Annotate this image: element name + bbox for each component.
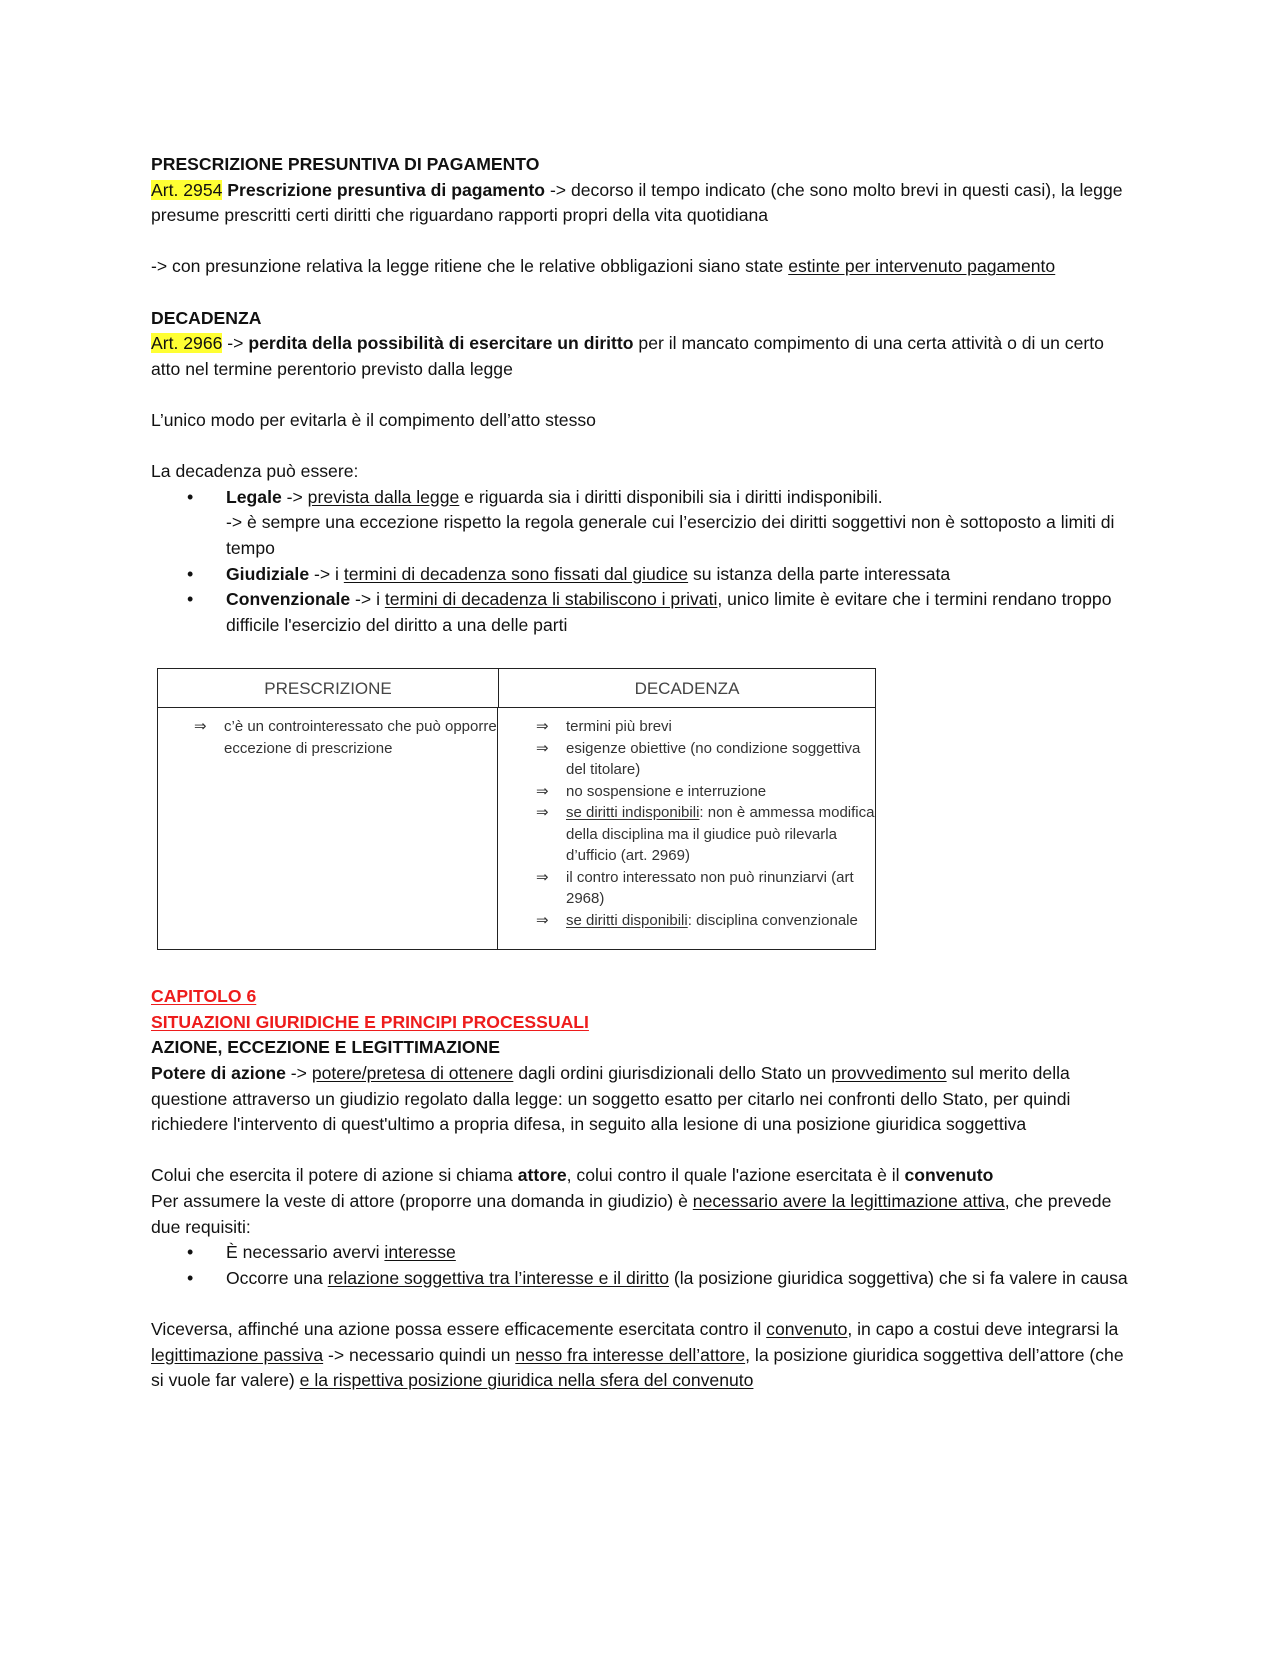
text: -> con presunzione relativa la legge ritiene che le relative obbligazioni siano state bbox=[151, 256, 789, 277]
text: (la posizione giuridica soggettiva) che si fa valere in causa bbox=[669, 1267, 1128, 1288]
text: -> è sempre una eccezione rispetto la regola generale cui l’esercizio dei diritti soggettivi non è sottoposto a limiti di tempo bbox=[226, 512, 1115, 558]
double-arrow-icon: ⇒ bbox=[536, 782, 549, 800]
section-title-azione: AZIONE, ECCEZIONE E LEGITTIMAZIONE bbox=[151, 1037, 500, 1058]
underlined-text: provvedimento bbox=[831, 1063, 947, 1084]
text: , la posizione giuridica soggettiva dell’attore (che si vuole far valere) bbox=[151, 1344, 1124, 1391]
section-title-decadenza: DECADENZA bbox=[151, 307, 262, 328]
text: termini più brevi bbox=[566, 718, 672, 736]
paragraph-art-2954 bbox=[151, 178, 1131, 229]
underlined-text: estinte per intervenuto pagamento bbox=[788, 256, 1056, 277]
paragraph-legittimazione-attiva bbox=[151, 1189, 1131, 1240]
double-arrow-icon: ⇒ bbox=[194, 718, 207, 736]
double-arrow-icon: ⇒ bbox=[536, 718, 549, 736]
text: : disciplina convenzionale bbox=[687, 911, 858, 929]
underlined-text: prevista dalla legge bbox=[307, 486, 460, 507]
bold-term: Prescrizione presuntiva di pagamento bbox=[227, 179, 546, 200]
list-item bbox=[536, 738, 875, 781]
text: Colui che esercita il potere di azione si chiama bbox=[151, 1165, 518, 1186]
paragraph-unico-modo: L’unico modo per evitarla è il compimento dell’atto stesso bbox=[151, 409, 596, 430]
list-item bbox=[194, 716, 497, 759]
text: , colui contro il quale l'azione esercitata è il bbox=[566, 1165, 905, 1186]
underlined-text: convenuto bbox=[766, 1319, 848, 1339]
comparison-table bbox=[157, 668, 876, 950]
paragraph-presunzione bbox=[151, 254, 1131, 280]
cell-prescrizione bbox=[158, 708, 498, 949]
list-item bbox=[536, 910, 875, 932]
double-arrow-icon: ⇒ bbox=[536, 868, 549, 886]
text: e riguarda sia i diritti disponibili sia i diritti indisponibili. bbox=[459, 486, 883, 507]
section-title-prescrizione-presuntiva: PRESCRIZIONE PRESUNTIVA DI PAGAMENTO bbox=[151, 154, 540, 174]
table-header bbox=[158, 669, 875, 708]
bold-term: Potere di azione bbox=[151, 1063, 286, 1084]
underlined-text: se diritti disponibili bbox=[566, 911, 688, 929]
double-arrow-icon: ⇒ bbox=[536, 911, 549, 929]
paragraph-attore-convenuto bbox=[151, 1163, 1131, 1189]
chapter-title: SITUAZIONI GIURIDICHE E PRINCIPI PROCESSUALI bbox=[151, 1011, 589, 1032]
underlined-text: interesse bbox=[384, 1242, 456, 1263]
decadenza-list bbox=[151, 485, 1131, 639]
bold-term: convenuto bbox=[904, 1165, 994, 1186]
text: sul merito della questione attraverso un giudizio regolato dalla legge: un soggetto esatto per citarlo nei confronti dello Stato, per quindi richiedere l'intervento di quest'ultimo a propria difesa, in seguito alla lesione di una posizione giuridica soggettiva bbox=[151, 1063, 1071, 1135]
text: per il mancato compimento di una certa attività o di un certo atto nel termine perentorio previsto dalla legge bbox=[151, 333, 1104, 379]
highlight-art-2954: Art. 2954 bbox=[151, 179, 223, 200]
chapter-label: CAPITOLO 6 bbox=[151, 986, 257, 1007]
list-item bbox=[536, 781, 875, 803]
text: -> i bbox=[350, 589, 385, 610]
decadenza-features-list bbox=[536, 716, 875, 931]
underlined-text: potere/pretesa di ottenere bbox=[311, 1063, 514, 1084]
text: -> decorso il tempo indicato (che sono molto brevi in questi casi), la legge presume prescritti certi diritti che riguardano rapporti propri della vita quotidiana bbox=[151, 179, 1123, 226]
text: Viceversa, affinché una azione possa essere efficacemente esercitata contro il bbox=[151, 1319, 767, 1339]
text: no sospensione e interruzione bbox=[566, 782, 767, 800]
table-body bbox=[158, 708, 875, 949]
text: su istanza della parte interessata bbox=[688, 563, 951, 584]
text: È necessario avervi bbox=[226, 1242, 385, 1263]
text: Per assumere la veste di attore (proporre una domanda in giudizio) è bbox=[151, 1191, 693, 1212]
list-item bbox=[151, 485, 1131, 562]
paragraph-potere-azione bbox=[151, 1061, 1131, 1138]
requisiti-list bbox=[151, 1240, 1131, 1291]
text: -> bbox=[222, 333, 249, 354]
list-item bbox=[536, 802, 875, 867]
underlined-text: legittimazione passiva bbox=[151, 1344, 324, 1365]
underlined-text: se diritti indisponibili bbox=[566, 804, 700, 822]
bold-term: Giudiziale bbox=[226, 563, 310, 584]
underlined-text: termini di decadenza li stabiliscono i privati bbox=[384, 589, 718, 610]
bold-term: Convenzionale bbox=[226, 589, 351, 610]
underlined-text: necessario avere la legittimazione attiva bbox=[692, 1191, 1005, 1212]
underlined-text: termini di decadenza sono fissati dal giudice bbox=[343, 563, 689, 584]
list-item bbox=[151, 1266, 1131, 1292]
bold-term: attore bbox=[517, 1165, 567, 1186]
text: esigenze obiettive (no condizione soggettiva del titolare) bbox=[566, 739, 861, 779]
text: c’è un controinteressato che può opporre eccezione di prescrizione bbox=[224, 718, 497, 757]
underlined-text: e la rispettiva posizione giuridica nella sfera del convenuto bbox=[299, 1370, 754, 1391]
text: -> bbox=[285, 1063, 312, 1084]
double-arrow-icon: ⇒ bbox=[536, 804, 549, 822]
bold-term: Legale bbox=[226, 486, 282, 507]
paragraph-legittimazione-passiva bbox=[151, 1317, 1131, 1394]
header-prescrizione: PRESCRIZIONE bbox=[158, 669, 499, 707]
list-item bbox=[536, 867, 875, 910]
paragraph-decadenza-tipi: La decadenza può essere: bbox=[151, 461, 359, 482]
list-item bbox=[151, 587, 1131, 638]
text: : non è ammessa modifica della disciplina ma il giudice può rilevarla d’ufficio (art. 2969) bbox=[566, 804, 875, 865]
cell-decadenza bbox=[498, 708, 875, 949]
text: -> i bbox=[309, 563, 344, 584]
text: -> bbox=[281, 486, 308, 507]
underlined-text: relazione soggettiva tra l’interesse e il diritto bbox=[327, 1267, 669, 1288]
text: dagli ordini giurisdizionali dello Stato un bbox=[513, 1063, 832, 1084]
list-item bbox=[151, 1240, 1131, 1266]
highlight-art-2966: Art. 2966 bbox=[151, 333, 223, 354]
text: -> necessario quindi un bbox=[323, 1344, 516, 1365]
bold-term: perdita della possibilità di esercitare un diritto bbox=[248, 333, 634, 354]
document-page bbox=[151, 152, 1131, 1394]
text: , unico limite è evitare che i termini rendano troppo difficile l'esercizio del diritto a una delle parti bbox=[226, 589, 1112, 635]
list-item bbox=[151, 562, 1131, 588]
text: Occorre una bbox=[226, 1267, 328, 1288]
text: , in capo a costui deve integrarsi la bbox=[847, 1319, 1119, 1339]
paragraph-art-2966 bbox=[151, 331, 1131, 382]
double-arrow-icon: ⇒ bbox=[536, 739, 549, 757]
text: , che prevede due requisiti: bbox=[151, 1191, 1112, 1237]
prescrizione-list bbox=[194, 716, 497, 759]
underlined-text: nesso fra interesse dell’attore bbox=[515, 1344, 746, 1365]
header-decadenza: DECADENZA bbox=[634, 678, 740, 698]
list-item bbox=[536, 716, 875, 738]
text: il contro interessato non può rinunziarvi (art 2968) bbox=[566, 868, 854, 908]
